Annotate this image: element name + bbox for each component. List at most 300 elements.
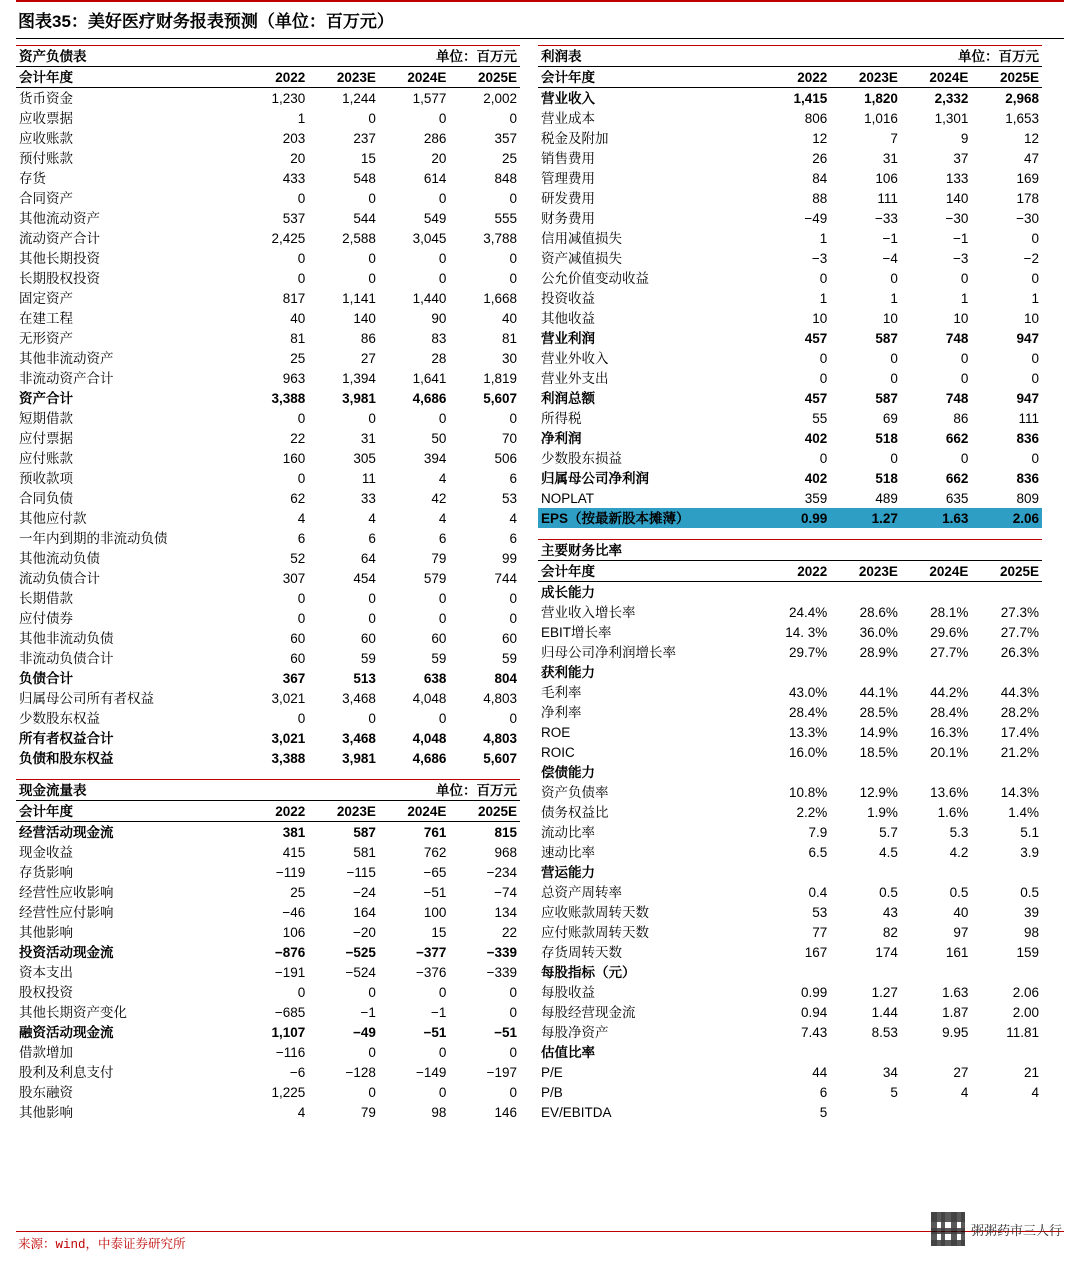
table-row [538,642,1042,662]
row-label: 税金及附加 [541,131,609,146]
row-value-3: 1,668 [483,291,517,306]
row-label: 无形资产 [19,331,73,346]
row-value-2: 27.7% [930,645,969,660]
row-value-3: 0 [1031,451,1039,466]
row-value-0: 16.0% [789,745,828,760]
row-value-3: 357 [494,131,517,146]
income-statement-unit: 单位：百万元 [760,46,1042,67]
row-value-2: 579 [423,571,447,586]
row-value-2: −1 [431,1005,447,1020]
row-value-1: 544 [353,211,376,226]
table-row [538,228,1042,248]
table-row [538,1062,1042,1082]
row-value-1: 305 [353,451,376,466]
row-label: 财务费用 [541,211,595,226]
row-value-1: 0 [890,451,898,466]
row-label: 成长能力 [541,585,595,600]
row-label: 少数股东权益 [19,711,100,726]
row-value-3: 947 [1016,331,1039,346]
row-value-pad [760,862,831,882]
row-value-2: 1,301 [934,111,969,126]
row-value-2: 394 [423,451,447,466]
row-label: 应付债券 [19,611,73,626]
row-value-1: 60 [360,631,376,646]
row-value-0: 402 [804,431,828,446]
table-row [538,882,1042,902]
table-row [538,348,1042,368]
row-value-3: 59 [501,651,517,666]
ratios-title-row [538,540,1042,561]
row-value-3: 809 [1016,491,1039,506]
row-value-3: 146 [494,1105,517,1120]
ratios-year-3: 2025E [971,561,1042,582]
row-value-1: 4.5 [879,845,898,860]
row-value-pad [760,962,831,982]
row-value-0: 0 [297,611,306,626]
row-value-1: 0 [890,371,898,386]
row-value-1: 69 [882,411,898,426]
cash-flow-header-row [16,801,520,822]
row-value-3: 1.4% [1008,805,1039,820]
table-row [538,368,1042,388]
row-value-2: 100 [423,905,447,920]
row-value-1: 164 [353,905,376,920]
row-value-3: 5,607 [483,391,517,406]
row-value-2: 1.87 [942,1005,969,1020]
row-value-0: 457 [804,331,828,346]
row-label: EPS（按最新股本摊薄） [538,508,760,528]
row-value-1: −4 [882,251,898,266]
row-value-1: 0 [368,191,376,206]
row-value-2: 40 [953,905,969,920]
row-value-1: 12.9% [859,785,898,800]
row-label: 存货影响 [19,865,73,880]
row-value-1: 33 [360,491,376,506]
table-row [538,408,1042,428]
row-value-2: 98 [431,1105,447,1120]
row-value-2: 29.6% [930,625,969,640]
row-value-pad [971,962,1042,982]
row-label: 公允价值变动收益 [541,271,649,286]
row-value-3: 0 [509,611,517,626]
row-value-3: 169 [1016,171,1039,186]
row-value-2: 1,440 [412,291,447,306]
table-row [538,328,1042,348]
table-row [16,268,520,288]
table-row [16,608,520,628]
row-value-1: 79 [360,1105,376,1120]
row-value-1: 43 [882,905,898,920]
row-value-3 [971,1102,1042,1122]
row-value-0: −876 [274,945,306,960]
row-value-1: 15 [360,151,376,166]
row-value-2: 5.3 [949,825,969,840]
row-value-3: 506 [494,451,517,466]
cash-flow-year-2: 2024E [379,801,450,822]
row-label: 其他非流动资产 [19,351,114,366]
row-value-2: 161 [945,945,969,960]
row-label: 其他长期资产变化 [19,1005,127,1020]
row-value-2: 50 [431,431,447,446]
row-value-2: 20 [431,151,447,166]
row-value-2: 3,045 [412,231,447,246]
row-label: 应付账款周转天数 [541,925,649,940]
row-value-2: 0 [960,271,969,286]
row-value-3: 3.9 [1020,845,1039,860]
row-value-3: 81 [501,331,517,346]
row-value-pad [830,862,901,882]
cash-flow-year-1: 2023E [308,801,379,822]
row-value-0: −685 [274,1005,306,1020]
row-value-2: 0 [438,711,447,726]
row-value-1: 174 [875,945,898,960]
table-row [16,308,520,328]
row-value-0: 963 [282,371,306,386]
row-value-pad [830,1042,901,1062]
source-note: 来源：wind，中泰证券研究所 [18,1238,186,1252]
row-value-0: 4 [297,1105,306,1120]
row-value-1: 0 [368,111,376,126]
row-label: 归属母公司所有者权益 [19,691,154,706]
row-value-1: 28.6% [859,605,898,620]
row-value-1: 36.0% [859,625,898,640]
row-value-0: 415 [282,845,306,860]
table-row [16,1042,520,1062]
balance-sheet-year-2: 2024E [379,67,450,88]
row-label: 营业外收入 [541,351,609,366]
row-label: 其他影响 [19,1105,73,1120]
table-row [538,702,1042,722]
table-row [538,762,1042,782]
page-title: 图表35：美好医疗财务报表预测（单位：百万元） [16,0,1064,39]
row-value-pad [971,1042,1042,1062]
watermark [931,1212,1062,1246]
row-value-0: 402 [804,471,828,486]
ratios-header-row [538,561,1042,582]
row-value-1: 0.5 [879,885,898,900]
row-value-2: 140 [945,191,969,206]
table-row [538,1082,1042,1102]
row-value-3: 0 [509,271,517,286]
row-value-3: 0 [509,1085,517,1100]
row-value-3: 39 [1023,905,1039,920]
table-row [16,388,520,408]
row-label: 少数股东损益 [541,451,622,466]
row-value-1: 0 [368,711,376,726]
row-value-3: 53 [501,491,517,506]
table-row [16,882,520,902]
row-value-1: 14.9% [859,725,898,740]
table-row [16,208,520,228]
row-label: 资产合计 [19,391,73,406]
row-label: P/B [541,1085,563,1100]
ratios-body [538,528,1042,1122]
row-label: 资产负债率 [541,785,609,800]
row-value-pad [971,762,1042,782]
row-label: 流动负债合计 [19,571,100,586]
table-row [538,842,1042,862]
row-value-1: 82 [882,925,898,940]
row-value-3: 17.4% [1000,725,1039,740]
table-row [538,388,1042,408]
row-value-2: 4 [438,511,447,526]
row-value-3: 836 [1016,471,1039,486]
row-value-0: 0.99 [801,985,828,1000]
table-row [538,448,1042,468]
row-value-0: 2,425 [271,231,306,246]
row-value-2: 549 [423,211,447,226]
table-row [16,962,520,982]
row-value-0: 6 [819,1085,828,1100]
row-label: 归属母公司净利润 [541,471,649,486]
row-value-1: 34 [882,1065,898,1080]
row-label: 所得税 [541,411,582,426]
table-row [538,962,1042,982]
table-row [538,508,1042,528]
row-value-0: −119 [275,865,306,880]
row-value-3: 1,819 [483,371,517,386]
table-row [538,88,1042,109]
row-value-2: 4,048 [412,691,447,706]
row-label: 非流动负债合计 [19,651,114,666]
row-label: 其他流动负债 [19,551,100,566]
row-value-1: 0 [368,1045,376,1060]
row-value-0: 26 [812,151,828,166]
table-row [538,1002,1042,1022]
row-label: 营业收入 [541,91,595,106]
row-value-2: 0 [960,351,969,366]
row-value-0: 28.4% [789,705,828,720]
row-value-1: 18.5% [859,745,898,760]
row-value-1: 1,820 [864,91,898,106]
row-value-0: 0 [819,351,828,366]
table-row [16,568,520,588]
table-row [538,902,1042,922]
row-value-3: 5.1 [1020,825,1039,840]
row-value-1: 3,981 [342,751,376,766]
row-label: 流动比率 [541,825,595,840]
row-value-2: 748 [945,391,969,406]
row-value-1: 0 [890,351,898,366]
table-row [16,1002,520,1022]
row-value-2: 0 [438,411,447,426]
tables-container [16,45,1064,1122]
row-value-0: 1 [819,291,828,306]
row-value-1: 0 [368,591,376,606]
row-value-0: 0 [819,271,828,286]
row-value-2: 0 [960,371,969,386]
footer-rule [16,1231,1064,1232]
table-row [538,288,1042,308]
row-value-3: 25 [501,151,517,166]
row-value-1: 3,981 [342,391,376,406]
row-value-1: 4 [368,511,376,526]
balance-sheet-header-row [16,67,520,88]
income-statement-year-label: 会计年度 [538,67,760,88]
row-label: 估值比率 [541,1045,595,1060]
table-row [538,622,1042,642]
row-value-1: 587 [875,331,898,346]
table-row [16,428,520,448]
row-value-0: −6 [289,1065,306,1080]
row-label: 净利率 [541,705,582,720]
row-value-2: 286 [423,131,447,146]
row-value-0: 6 [297,531,306,546]
row-value-2: 0 [438,591,447,606]
table-row [16,688,520,708]
row-value-3: 70 [501,431,517,446]
row-value-2: 79 [431,551,447,566]
row-value-1: 1 [890,291,898,306]
row-value-1: 1.44 [871,1005,898,1020]
row-value-0: 60 [290,631,306,646]
table-row [538,108,1042,128]
row-value-0: 20 [290,151,306,166]
row-value-2: 9.95 [942,1025,969,1040]
income-statement-year-2: 2024E [901,67,972,88]
table-row [538,128,1042,148]
row-value-3: 27.3% [1000,605,1039,620]
table-row [16,528,520,548]
row-value-3: 804 [494,671,517,686]
cash-flow-year-3: 2025E [449,801,520,822]
row-value-0: 203 [282,131,306,146]
row-value-1: 518 [875,471,898,486]
balance-sheet-unit: 单位：百万元 [238,46,520,67]
table-row [538,802,1042,822]
row-value-2: 28 [431,351,447,366]
row-value-pad [901,762,972,782]
row-value-3: 6 [509,531,517,546]
row-value-2: 90 [431,311,447,326]
table-row [538,488,1042,508]
row-label: EBIT增长率 [541,625,612,640]
row-value-pad [830,582,901,603]
row-value-2: 762 [423,845,447,860]
row-value-0: 817 [282,291,306,306]
row-value-3: 848 [494,171,517,186]
cash-flow-title: 现金流量表 [16,780,238,801]
row-value-0: 29.7% [789,645,828,660]
ratios-table [538,528,1042,1122]
row-label: 信用减值损失 [541,231,622,246]
ratios-spacer [538,528,1042,540]
table-row [16,942,520,962]
table-row [538,742,1042,762]
table-row [16,448,520,468]
row-value-0: 7.9 [808,825,828,840]
row-value-1: 8.53 [871,1025,898,1040]
cash-flow-unit: 单位：百万元 [238,780,520,801]
row-value-pad [760,1042,831,1062]
row-label: NOPLAT [541,491,595,506]
row-label: ROE [541,725,571,740]
row-value-2: 0 [438,271,447,286]
table-row [16,108,520,128]
cash-flow-body [16,768,520,1122]
row-label: 在建工程 [19,311,73,326]
row-label: 其他收益 [541,311,595,326]
row-label: 利润总额 [541,391,595,406]
row-label: 预收款项 [19,471,73,486]
row-value-2: 4,048 [412,731,447,746]
row-label: EV/EBITDA [541,1105,612,1120]
row-value-pad [901,662,972,682]
row-label: 经营活动现金流 [19,825,114,840]
row-value-pad [971,582,1042,603]
row-value-2: −1 [953,231,969,246]
table-row [538,248,1042,268]
row-value-2: −65 [423,865,447,880]
row-value-0: 25 [290,351,306,366]
row-value-1: 106 [875,171,898,186]
row-value-1: −1 [360,1005,376,1020]
income-statement-title: 利润表 [538,46,760,67]
row-value-2: 0 [438,985,447,1000]
left-column [16,45,520,1122]
row-value-2: 20.1% [930,745,969,760]
row-value-1: 28.5% [859,705,898,720]
row-value-3: 0 [1031,231,1039,246]
row-value-2: 614 [423,171,447,186]
row-value-0: 12 [812,131,828,146]
row-label: 其他非流动负债 [19,631,114,646]
table-row [16,488,520,508]
row-value-3: 14.3% [1000,785,1039,800]
row-value-1: 140 [353,311,376,326]
row-value-0: 359 [804,491,828,506]
row-value-3: 0 [509,191,517,206]
row-value-1: 31 [360,431,376,446]
row-value-0: −49 [804,211,828,226]
row-value-2: 1.63 [942,985,969,1000]
row-label: 营运能力 [541,865,595,880]
row-label: 销售费用 [541,151,595,166]
row-value-0: 25 [290,885,306,900]
row-value-3: 111 [1018,411,1039,426]
row-value-2: −30 [945,211,969,226]
row-label: 投资活动现金流 [19,945,114,960]
row-value-3: −339 [486,945,517,960]
row-value-0: 62 [290,491,306,506]
table-row [16,188,520,208]
row-label: 投资收益 [541,291,595,306]
table-row [538,1102,1042,1122]
row-value-0: 88 [812,191,828,206]
row-value-2: 9 [960,131,969,146]
row-value-3: 21.2% [1000,745,1039,760]
balance-sheet-title-row [16,46,520,67]
row-value-pad [901,1042,972,1062]
row-value-2: 42 [431,491,447,506]
row-value-0: 457 [804,391,828,406]
table-row [538,1022,1042,1042]
row-value-2: −3 [953,251,969,266]
row-value-0: −191 [274,965,306,980]
row-label: 其他应付款 [19,511,87,526]
row-value-0: 0 [297,191,306,206]
table-row [538,862,1042,882]
ratios-year-label: 会计年度 [538,561,760,582]
row-value-1: 0 [368,985,376,1000]
table-row [16,748,520,768]
row-label: 营业成本 [541,111,595,126]
table-row [16,408,520,428]
table-row [16,628,520,648]
table-row [16,862,520,882]
row-value-2: 0 [960,451,969,466]
row-value-0: 10 [812,311,828,326]
